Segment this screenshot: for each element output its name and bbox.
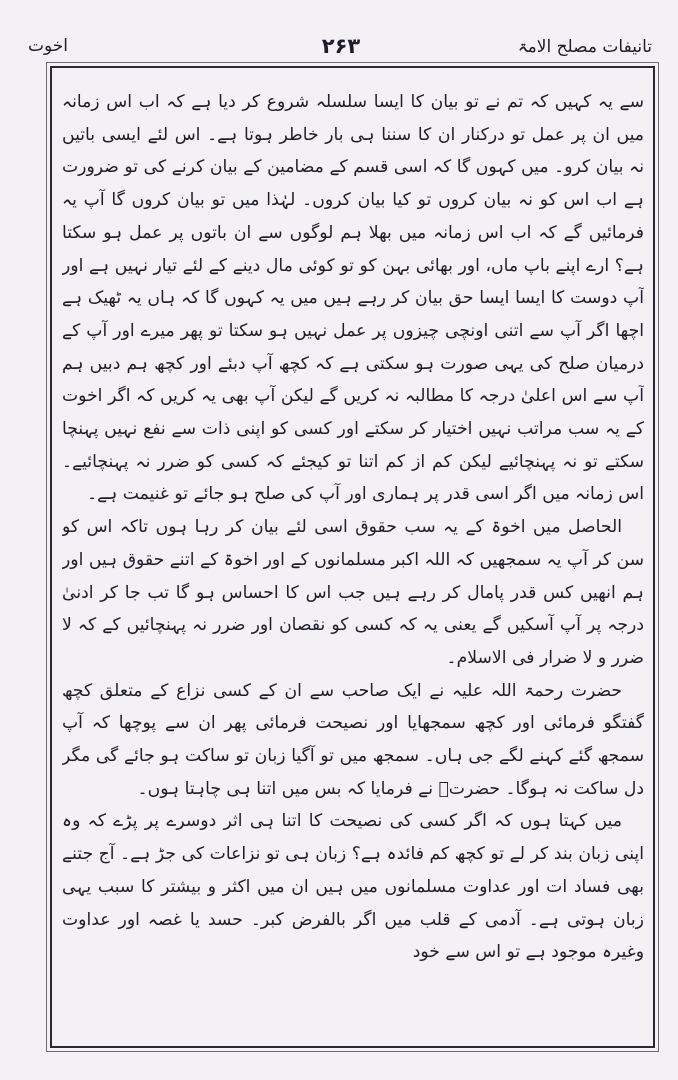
running-header: [22, 34, 660, 60]
paragraph-2: الحاصل میں اخوۃ کے یہ سب حقوق اسی لئے بیان کر رہا ہوں تاکہ اس کو سن کر آپ یہ سمجھیں کہ اللہ اکبر مسلمانوں کے اور اخوۃ کے اتنے حقوق ہیں اور ہم انھیں کس قدر پامال کر رہے ہیں جب اس کا احساس ہو گا تب جا کر ادنیٰ درجہ پر آپ آسکیں گے یعنی یہ کہ کسی کو نقصان اور ضرر نہ پہنچائیں کے کہ لا ضرر و لا ضرار فی الاسلام۔: [62, 517, 644, 668]
chapter-title: اخوت: [28, 36, 69, 56]
paragraph-3: حضرت رحمۃ اللہ علیہ نے ایک صاحب سے ان کے کسی نزاع کے متعلق کچھ گفتگو فرمائی اور کچھ سمجھایا اور نصیحت فرمائی پھر ان سے پوچھا کہ آپ سمجھ گئے کہنے لگے جی ہاں۔ سمجھ میں تو آگیا زبان تو ساکت ہو جائے گی مگر دل ساکت نہ ہوگا۔ حضرتؒ نے فرمایا کہ بس میں اتنا ہی چاہتا ہوں۔: [62, 680, 644, 799]
paragraph-4: میں کہتا ہوں کہ اگر کسی کی نصیحت کا اتنا ہی اثر دوسرے پر پڑے کہ وہ اپنی زبان بند کر لے تو کچھ کم فائدہ ہے؟ زبان ہی تو نزاعات کی جڑ ہے۔ آج جتنے بھی فساد ات اور عداوت مسلمانوں میں ہیں ان میں اکثر و بیشتر کا سبب یہی زبان ہوتی ہے۔ آدمی کے قلب میں اگر بالفرض کبر۔ حسد یا غصہ اور عداوت وغیرہ موجود ہے تو اس سے خود: [62, 811, 644, 963]
paragraph-1: سے یہ کہیں کہ تم نے تو بیان کا ایسا سلسلہ شروع کر دیا ہے کہ اب اس زمانہ میں ان پر عمل تو درکنار ان کا سننا ہی بار خاطر ہوتا ہے۔ اس لئے ایسی باتیں نہ بیان کرو۔ میں کہوں گا کہ اسی قسم کے مضامین کے بیان کرنے کی تو ضرورت ہے اب اس کو نہ بیان کروں تو کیا بیان کروں۔ لہٰذا میں تو بیان کروں گا آپ یہ فرمائیں گے کہ اب اس زمانہ میں بھلا ہم لوگوں سے ان باتوں پر عمل ہو سکتا ہے؟ ارے اپنے باپ ماں، اور بھائی بہن کو تو کوئی مال دینے کے لئے تیار نہیں ہے اور آپ دوست کا ایسا ایسا حق بیان کر رہے ہیں میں یہ کہوں گا کہ ہاں یہ ٹھیک ہے اچھا اگر آپ سے اتنی اونچی چیزوں پر عمل نہیں ہو سکتا تو پھر میرے اور آپ کے درمیان صلح کی یہی صورت ہو سکتی ہے کہ کچھ آپ دبئے اور کچھ ہم دبیں ہم آپ سے اس اعلیٰ درجہ کا مطالبہ نہ کریں گے لیکن آپ بھی یہ کریں کہ اگر اخوت کے یہ سب مراتب نہیں اختیار کر سکتے اور کسی کو اپنی ذات سے نفع نہیں پہنچا سکتے تو نہ پہنچائیے لیکن کم از کم اتنا تو کیجئے کہ کسی کو ضرر نہ پہنچائیے۔ اس زمانہ میں اگر اسی قدر پر ہماری اور آپ کی صلح ہو جائے تو غنیمت ہے۔: [62, 92, 644, 505]
page-number: ۲۶۳: [321, 34, 361, 58]
book-title: تانیفات مصلح الامۃ: [517, 37, 652, 57]
body-text: [62, 86, 644, 1036]
